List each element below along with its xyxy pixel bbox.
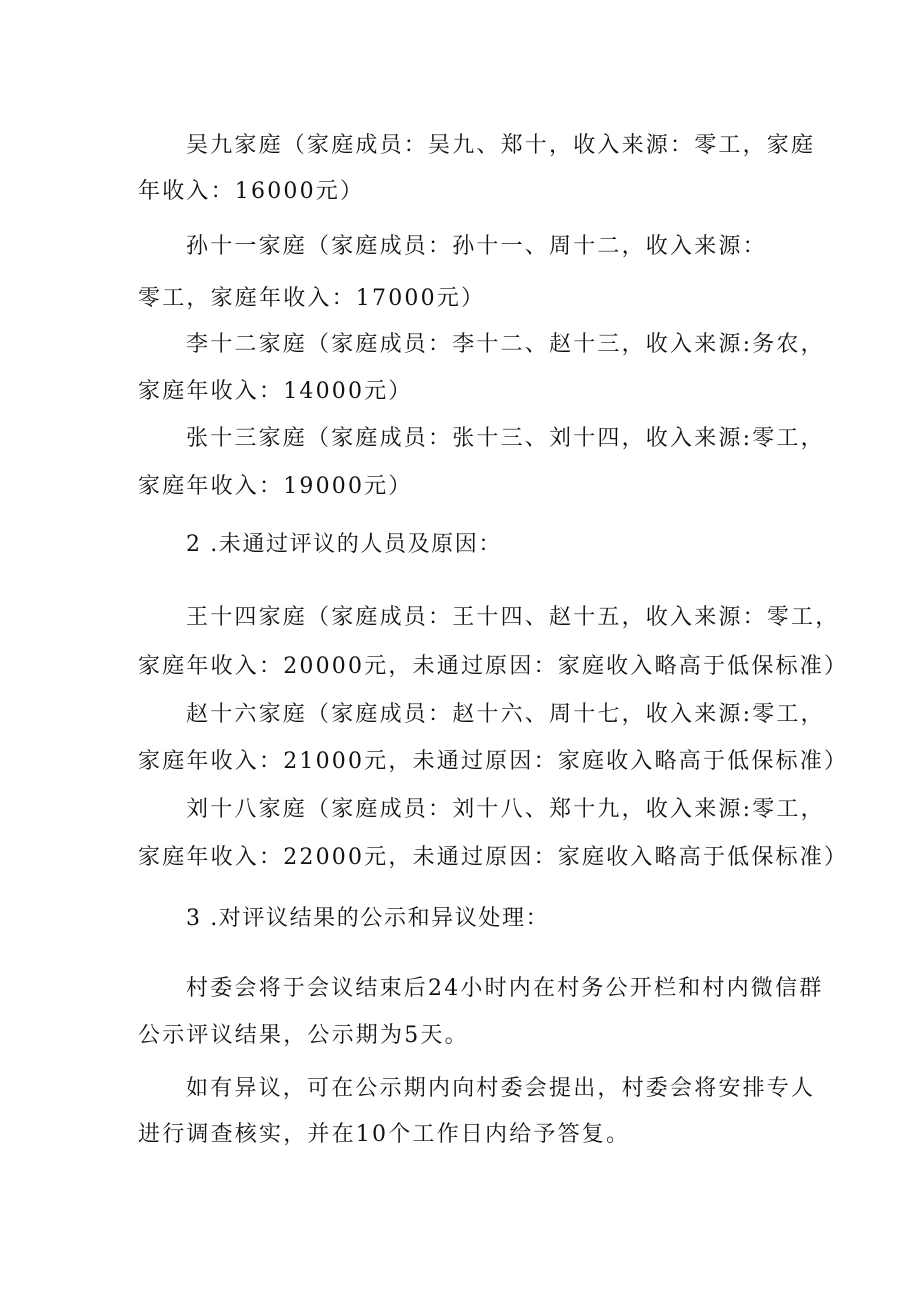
passed-family-4-line2: 家庭年收入：19000元） xyxy=(138,474,413,499)
failed-family-3-line2: 家庭年收入：22000元，未通过原因：家庭收入略高于低保标准） xyxy=(138,845,849,870)
announcement-1-line1: 村委会将于会议结束后24小时内在村务公开栏和村内微信群 xyxy=(186,976,824,1001)
failed-family-2-line2: 家庭年收入：21000元，未通过原因：家庭收入略高于低保标准） xyxy=(138,749,849,774)
passed-family-2-line1: 孙十一家庭（家庭成员：孙十一、周十二，收入来源： xyxy=(186,234,767,259)
passed-family-4-line1: 张十三家庭（家庭成员：张十三、刘十四，收入来源:零工， xyxy=(186,426,825,451)
announcement-2-line2: 进行调查核实，并在10个工作日内给予答复。 xyxy=(138,1122,631,1147)
failed-family-2-line1: 赵十六家庭（家庭成员：赵十六、周十七，收入来源:零工， xyxy=(186,702,825,727)
failed-family-1-line1: 王十四家庭（家庭成员：王十四、赵十五，收入来源：零工， xyxy=(186,605,840,630)
passed-family-2-line2: 零工，家庭年收入：17000元） xyxy=(138,286,486,311)
announcement-2-line1: 如有异议，可在公示期内向村委会提出，村委会将安排专人 xyxy=(186,1076,816,1101)
passed-family-3-line1: 李十二家庭（家庭成员：李十二、赵十三，收入来源:务农， xyxy=(186,332,825,357)
passed-family-1-line2: 年收入：16000元） xyxy=(138,179,365,204)
announcement-1-line2: 公示评议结果，公示期为5天。 xyxy=(138,1023,469,1048)
failed-family-1-line2: 家庭年收入：20000元，未通过原因：家庭收入略高于低保标准） xyxy=(138,654,849,679)
passed-family-1-line1: 吴九家庭（家庭成员：吴九、郑十，收入来源：零工，家庭 xyxy=(186,133,816,158)
failed-family-3-line1: 刘十八家庭（家庭成员：刘十八、郑十九，收入来源:零工， xyxy=(186,797,825,822)
section-3-heading: 3 .对评议结果的公示和异议处理： xyxy=(186,906,550,931)
passed-family-3-line2: 家庭年收入：14000元） xyxy=(138,379,413,404)
section-2-heading: 2 .未通过评议的人员及原因： xyxy=(186,532,502,557)
